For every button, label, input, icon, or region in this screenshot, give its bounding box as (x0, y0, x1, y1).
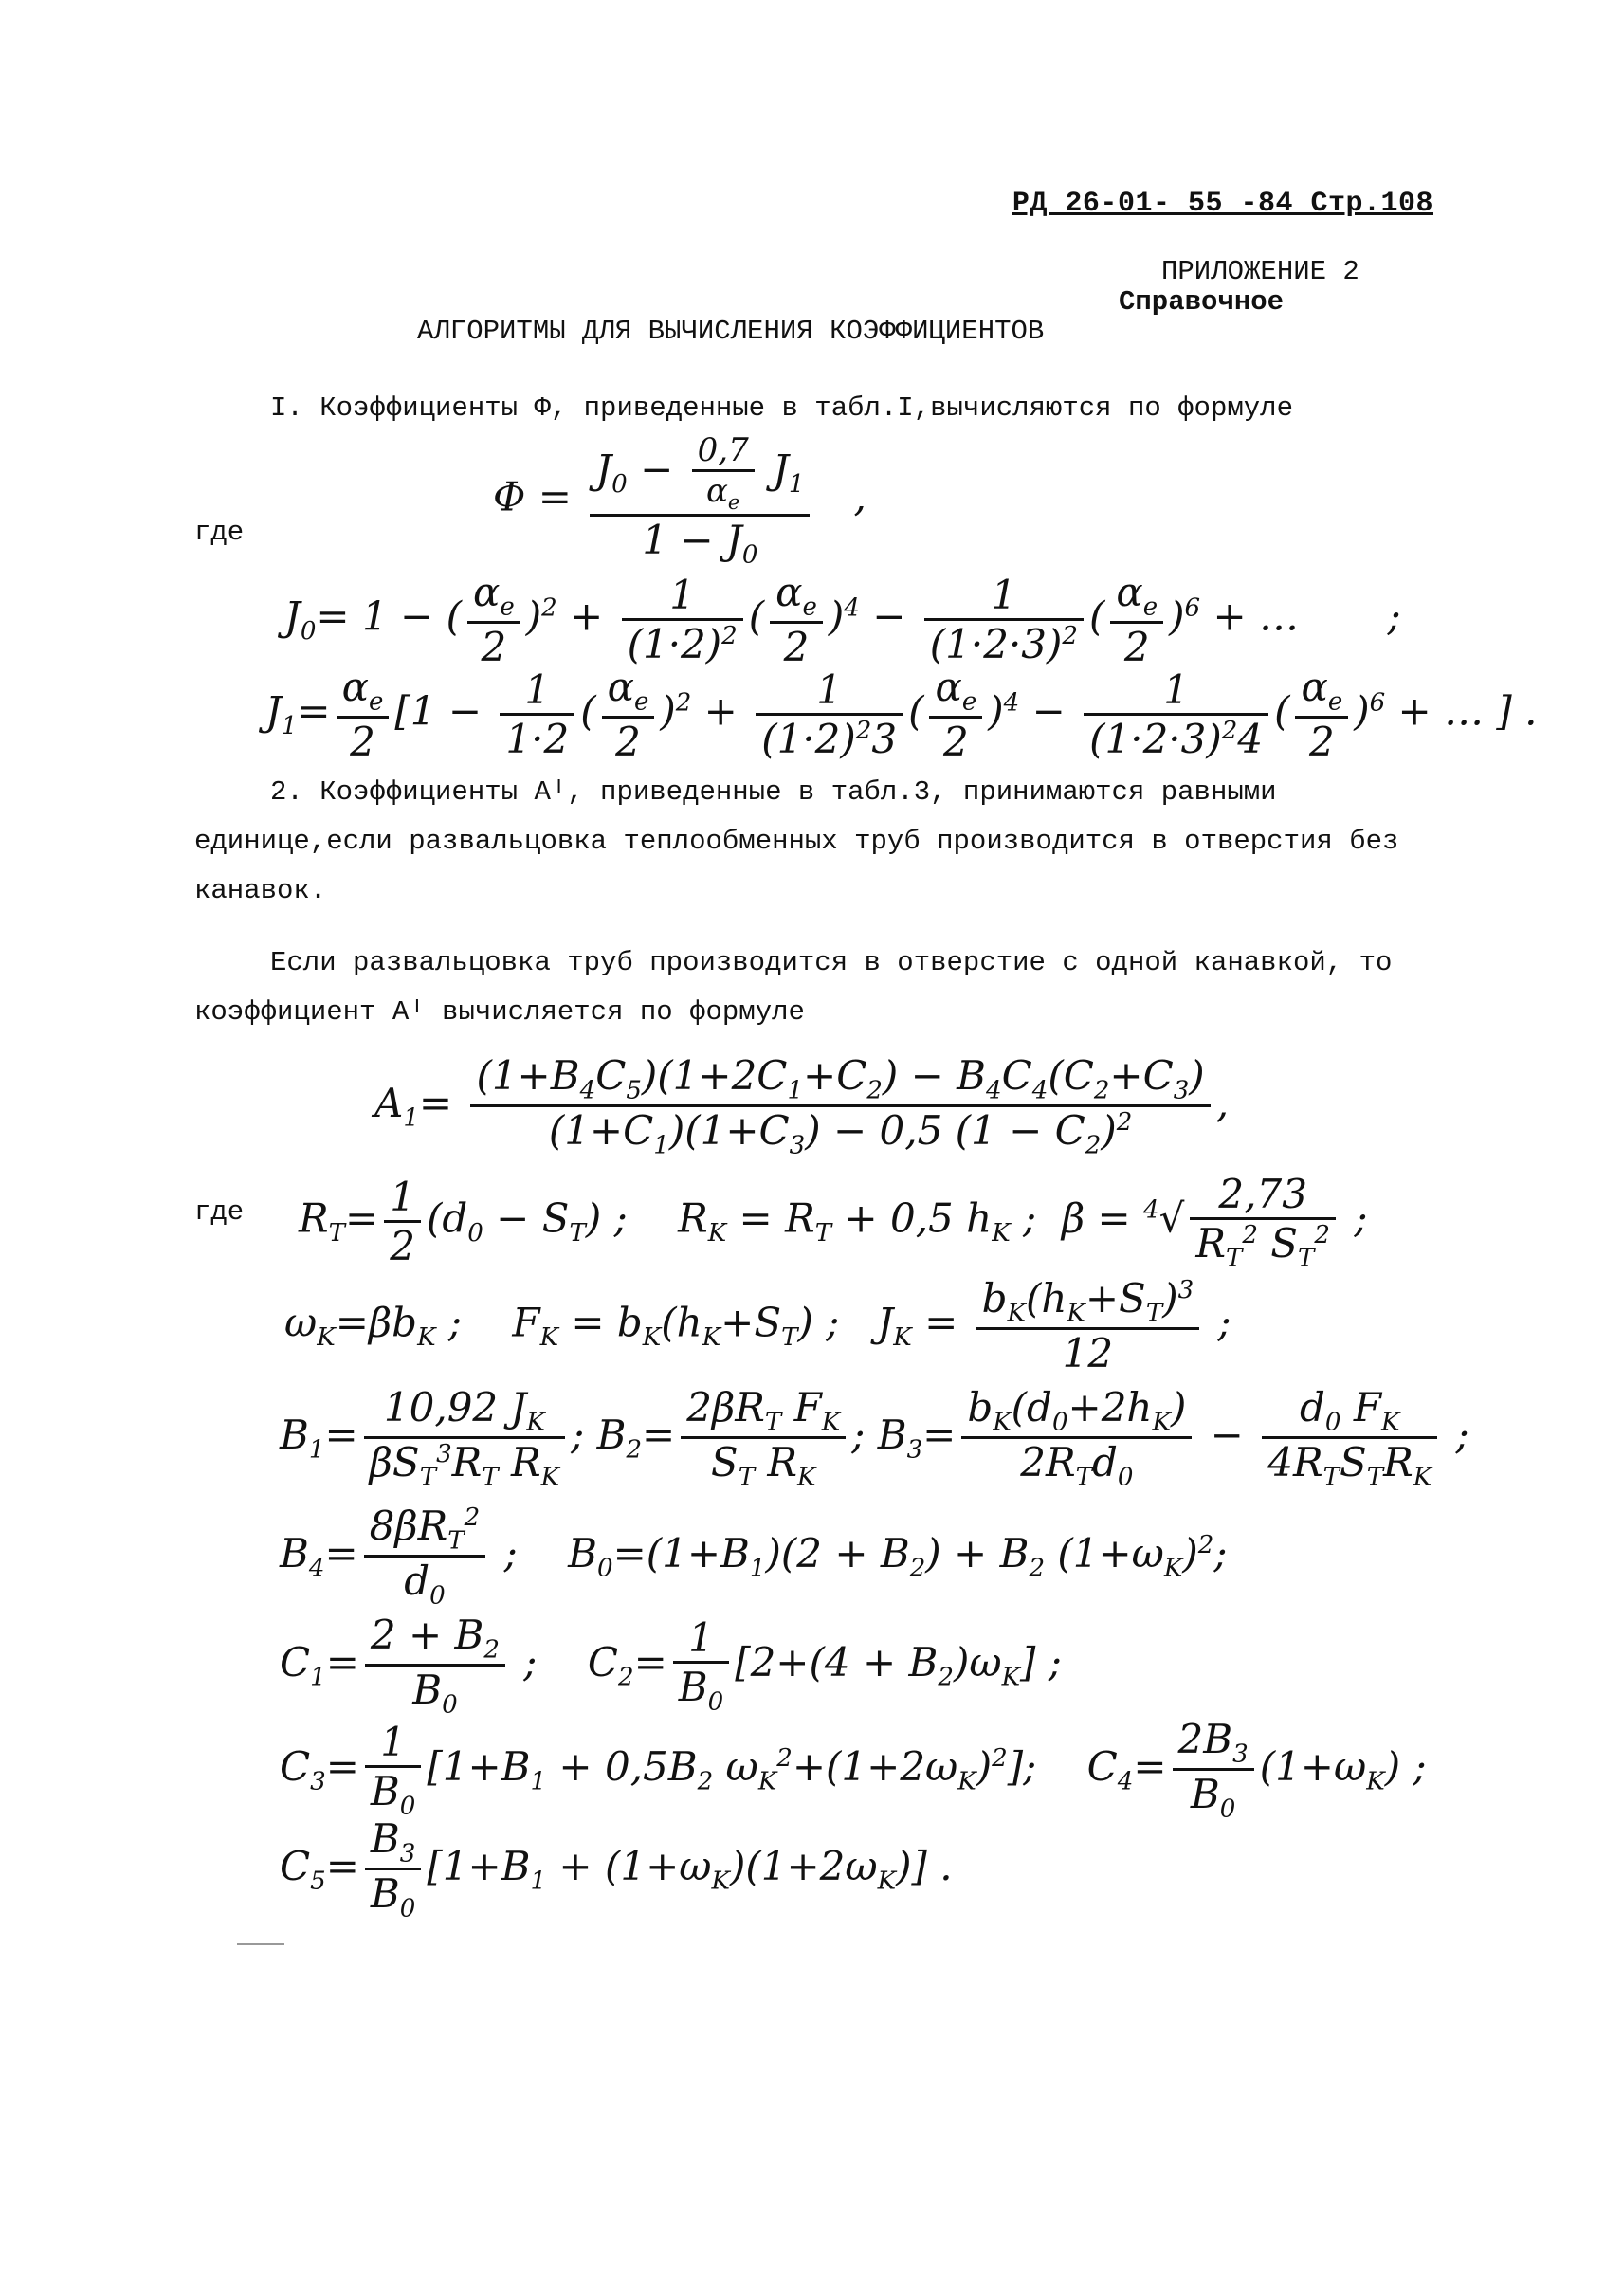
formula-rt-rk-beta: $R_T=$ $\frac{1}{2}$ $(d_0 - S_T)$ ; $R_K = R_T + 0,5$ $h_K$ ; β = $^4$√ $\frac{2,73}{R_T^2 S_T^2}$ ; (299, 1171, 1368, 1273)
formula-j0: $J_0= 1$ − ( $\frac{\alpha_e}{2}$ )$^2$ + $\frac{1}{(1\cdot 2)^2}$ ( $\frac{\alpha_e}{2}$ )$^4$ − $\frac{1}{(1\cdot 2\cdot 3)^2}$ ( $\frac{\alpha_e}{2}$ )$^6$ + … ; (284, 569, 1401, 671)
formula-a1: $A_1=$ $\frac{(1+B_4C_5)(1+2C_1+C_2) - B_4C_4(C_2+C_3)}{(1+C_1)(1+C_3) - 0,5 (1 - C_2)^2}$ , (374, 1052, 1230, 1160)
formula-b1-b2-b3: $B_1=$ $\frac{10,92 J_K}{\beta S_T^3R_T R_K}$ ; $B_2=$ $\frac{2\beta R_T F_K}{S_T R_K}$ ; $B_3=$ $\frac{b_K(d_0+2h_K)}{2R_Td_0}$ − $\frac{d_0 F_K}{4R_TS_TR_K}$ ; (280, 1384, 1469, 1492)
formula-j1: $J_1=$ $\frac{\alpha_e}{2}$ [1 − $\frac{1}{1\cdot 2}$ ( $\frac{\alpha_e}{2}$ )$^2$ + $\frac{1}{(1\cdot 2)^23}$ ( $\frac{\alpha_e}{2}$ )$^4$ − $\frac{1}{(1\cdot 2\cdot 3)^24}$ ( $\frac{\alpha_e}{2}$ )$^6$ + … ] . (265, 664, 1538, 766)
formula-b4-b0: $B_4=$ $\frac{8\beta R_T^2}{d_0}$ ; $B_0=(1+B_1)(2 + B_2) + B_2$ $(1+\omega_K)^2$; (280, 1503, 1228, 1611)
formula-phi: Φ = $J_0$ − $\frac{0,7}{\alpha_e}$ $J_1$ $1 - J_0$ , (493, 431, 866, 570)
formula-c3-c4: $C_3=$ $\frac{1}{B_0}$ [$1+B_1 + 0,5B_2$ $\omega_K^2+(1+2\omega_K)^2$]; $C_4=$ $\frac{2B_3}{B_0}$ $(1+\omega_K)$ ; (280, 1716, 1427, 1824)
where-label-2: где (194, 1196, 245, 1228)
section2-para1: 2. Коэффициенты Aᴵ, приведенные в табл.3, принимаются равными единице,если развальцовка теплообменных труб производится в отверстия без канавок. (194, 776, 1399, 906)
formula-c1-c2: $C_1=$ $\frac{2 + B_2}{B_0}$ ; $C_2=$ $\frac{1}{B_0}$ $[2+(4 + B_2)\omega_K]$ ; (280, 1612, 1062, 1720)
document-header: РД 26-01- 55 -84 Стр.108 (1012, 188, 1433, 220)
section-heading: АЛГОРИТМЫ ДЛЯ ВЫЧИСЛЕНИЯ КОЭФФИЦИЕНТОВ (417, 316, 1045, 347)
section1-text: I. Коэффициенты Ф, приведенные в табл.I,вычисляются по формуле (270, 392, 1293, 424)
appendix-note: Справочное (1119, 286, 1285, 318)
formula-c5: $C_5=$ $\frac{B_3}{B_0}$ $[1+B_1 + (1+\omega_K)(1+2\omega_K)]$ . (280, 1815, 953, 1923)
formula-omega-fk-jk: $\omega_K=\beta b_K$ ; $F_K = b_K(h_K+S_T)$ ; $J_K$ = $\frac{b_K(h_K+S_T)^3}{12}$ ; (284, 1275, 1231, 1377)
section2-para2: Если развальцовка труб производится в отверстие с одной канавкой, то коэффициент Aᴵ вычисляется по формуле (194, 947, 1393, 1028)
page-rule (237, 1943, 284, 1945)
appendix-title: ПРИЛОЖЕНИЕ 2 (1161, 256, 1359, 287)
where-label-1: где (194, 517, 245, 548)
